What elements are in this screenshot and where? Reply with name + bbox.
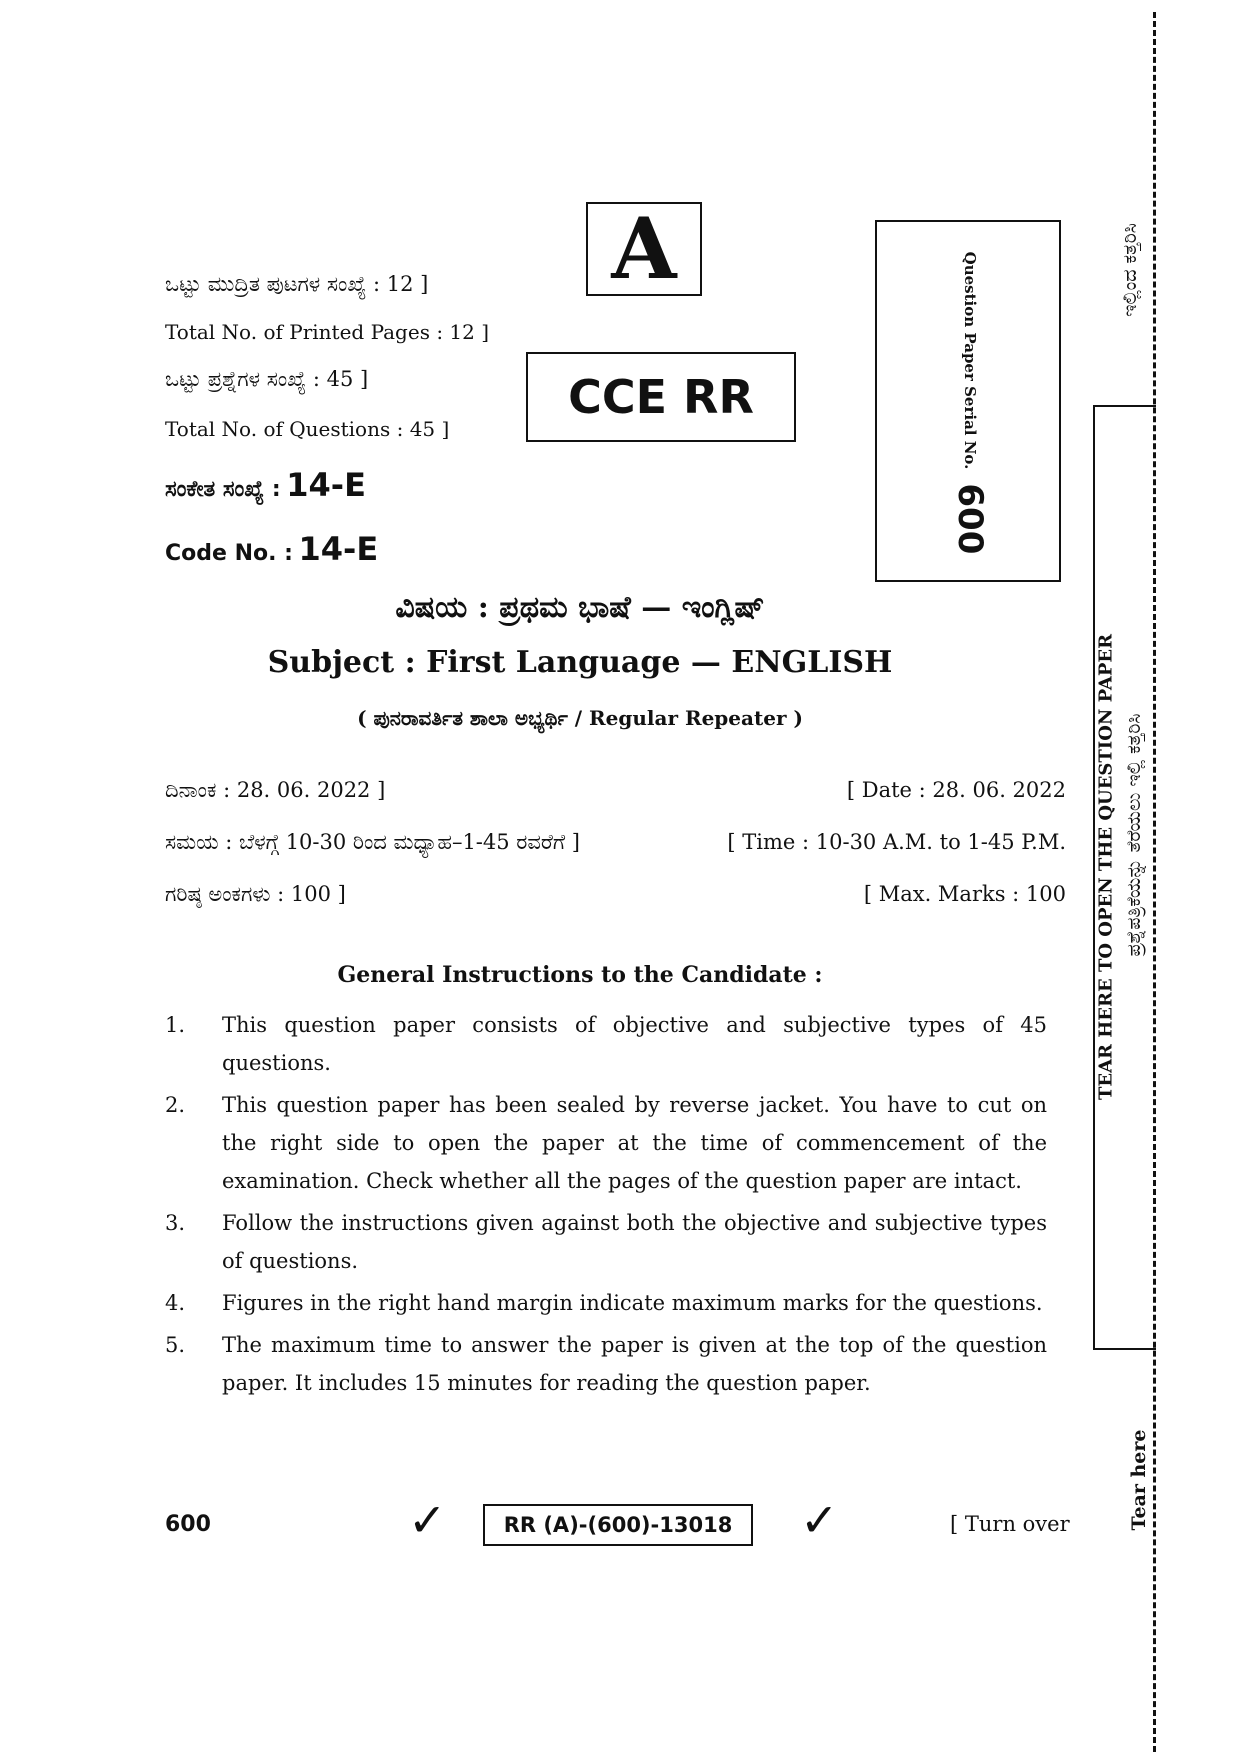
serial-label: Question Paper Serial No. (961, 251, 979, 470)
instructions-list (165, 1006, 1047, 1406)
instruction-number: 5. (165, 1333, 186, 1357)
instruction-number: 3. (165, 1211, 186, 1235)
instruction-text: Follow the instructions given against both the objective and subjective types of questions. (222, 1211, 1047, 1273)
total-questions-english: Total No. of Questions : 45 ] (165, 417, 450, 441)
paper-version-box: A (586, 202, 702, 296)
instruction-item (165, 1204, 1047, 1280)
subject-english: Subject : First Language — ENGLISH (267, 645, 893, 680)
cut-here-kannada-top-text: ಇಲ್ಲಿಂದ ಕತ್ತರಿಸಿ (1119, 223, 1141, 317)
time-english: [ Time : 10-30 A.M. to 1-45 P.M. (727, 830, 1066, 854)
instruction-text: This question paper consists of objective and subjective types of 45 questions. (222, 1013, 1047, 1075)
marks-english: [ Max. Marks : 100 (863, 882, 1066, 906)
footer-code: 600 (165, 1512, 211, 1537)
instructions-title: General Instructions to the Candidate : (337, 962, 823, 988)
date-kannada: ದಿನಾಂಕ : 28. 06. 2022 ] (165, 778, 386, 802)
instruction-number: 2. (165, 1093, 186, 1117)
tear-instruction-kannada-text: ಪ್ರಶ್ನೆಪತ್ರಿಕೆಯನ್ನು ತೆರೆಯಲು ಇಲ್ಲಿ ಕತ್ತರಿಸಿ (1123, 713, 1145, 957)
instruction-text: The maximum time to answer the paper is given at the top of the question paper. It includes 15 minutes for reading the question paper. (222, 1333, 1047, 1395)
candidate-type: ( ಪುನರಾವರ್ತಿತ ಶಾಲಾ ಅಭ್ಯರ್ಥಿ / Regular Repeater ) (357, 706, 803, 730)
check-mark-icon: ✓ (800, 1493, 839, 1547)
instruction-number: 4. (165, 1291, 186, 1315)
footer-reference-box: RR (A)-(600)-13018 (483, 1504, 753, 1546)
code-number-english (165, 530, 378, 568)
check-mark-icon: ✓ (408, 1493, 447, 1547)
instruction-item (165, 1086, 1047, 1200)
printed-pages-english: Total No. of Printed Pages : 12 ] (165, 320, 490, 344)
serial-number: 600 (950, 483, 990, 555)
tear-instruction-english-text: TEAR HERE TO OPEN THE QUESTION PAPER (1095, 633, 1117, 1101)
marks-kannada: ಗರಿಷ್ಠ ಅಂಕಗಳು : 100 ] (165, 882, 346, 906)
exam-type-box: CCE RR (526, 352, 796, 442)
time-kannada: ಸಮಯ : ಬೆಳಗ್ಗೆ 10-30 ರಿಂದ ಮಧ್ಯಾಹ–1-45 ರವರೆಗೆ ] (165, 830, 580, 854)
instruction-item (165, 1326, 1047, 1402)
instruction-text: This question paper has been sealed by reverse jacket. You have to cut on the right side to open the paper at the time of commencement of the examination. Check whether all the pages of the question paper are intact. (222, 1093, 1047, 1193)
tear-here-bottom-text: Tear here (1128, 1429, 1150, 1531)
instruction-item (165, 1284, 1047, 1322)
code-label-kannada: ಸಂಕೇತ ಸಂಖ್ಯೆ : (165, 477, 281, 502)
date-english: [ Date : 28. 06. 2022 (846, 778, 1066, 802)
printed-pages-kannada: ಒಟ್ಟು ಮುದ್ರಿತ ಪುಟಗಳ ಸಂಖ್ಯೆ : 12 ] (165, 272, 429, 296)
code-value-kannada: 14-E (286, 466, 366, 504)
instruction-text: Figures in the right hand margin indicate maximum marks for the questions. (222, 1291, 1043, 1315)
turn-over-label: [ Turn over (950, 1512, 1070, 1536)
total-questions-kannada: ಒಟ್ಟು ಪ್ರಶ್ನೆಗಳ ಸಂಖ್ಯೆ : 45 ] (165, 367, 369, 391)
subject-kannada: ವಿಷಯ : ಪ್ರಥಮ ಭಾಷೆ — ಇಂಗ್ಲಿಷ್ (395, 590, 765, 625)
serial-number-group (950, 252, 990, 555)
serial-number-box (875, 220, 1061, 582)
code-label-english: Code No. : (165, 541, 293, 566)
instruction-item (165, 1006, 1047, 1082)
code-value-english: 14-E (298, 530, 379, 568)
instruction-number: 1. (165, 1013, 186, 1037)
code-number-kannada (165, 466, 366, 504)
